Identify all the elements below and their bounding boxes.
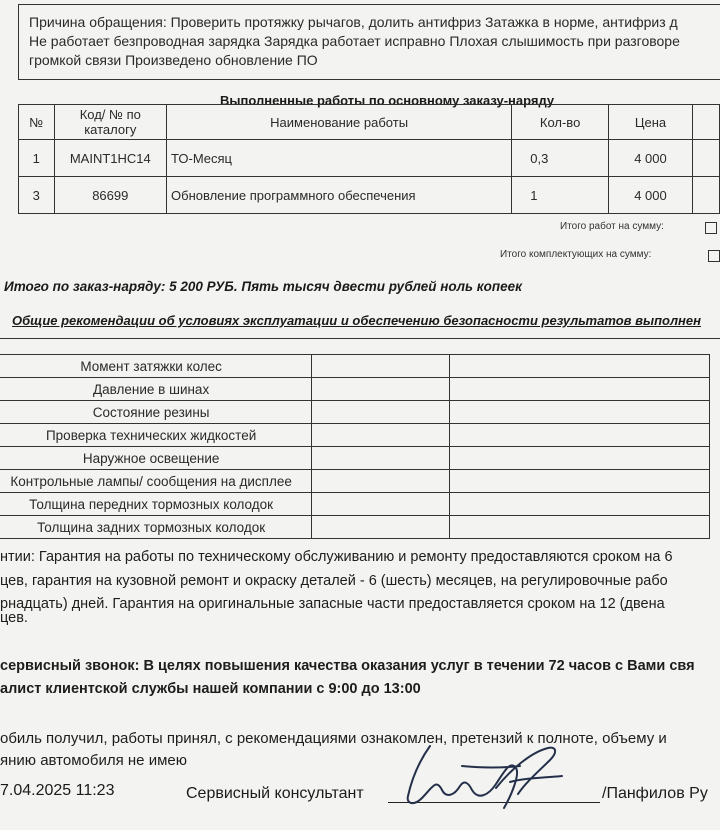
warranty-line: цев, гарантия на кузовной ремонт и окраску деталей - 6 (шесть) месяцев, на регулировочные рабо bbox=[0, 573, 668, 589]
check-label: Толщина передних тормозных колодок bbox=[0, 493, 312, 516]
row-price: 4 000 bbox=[608, 177, 692, 214]
total-parts-label: Итого комплектующих на сумму: bbox=[500, 249, 652, 260]
header-code: Код/ № по каталогу bbox=[54, 105, 166, 140]
table-row bbox=[19, 140, 720, 177]
check-label: Проверка технических жидкостей bbox=[0, 424, 312, 447]
row-num: 1 bbox=[19, 140, 55, 177]
check-label: Давление в шинах bbox=[0, 378, 312, 401]
row-name: ТО-Месяц bbox=[167, 140, 512, 177]
acceptance-line: обиль получил, работы принял, с рекомендациями ознакомлен, претензий к полноте, объему и bbox=[0, 730, 667, 747]
row-code: 86699 bbox=[54, 177, 166, 214]
check-row bbox=[0, 424, 710, 447]
check-note bbox=[449, 470, 709, 493]
reason-text bbox=[29, 13, 680, 70]
recommendations-title: Общие рекомендации об условиях эксплуатации и обеспечению безопасности результатов выполнен bbox=[12, 313, 701, 328]
works-header-row bbox=[19, 105, 720, 140]
check-row bbox=[0, 447, 710, 470]
check-note bbox=[449, 401, 709, 424]
row-name: Обновление программного обеспечения bbox=[167, 177, 512, 214]
warranty-line: цев. bbox=[0, 610, 28, 626]
acceptance-line: янию автомобиля не имею bbox=[0, 752, 187, 769]
header-extra bbox=[693, 105, 720, 140]
total-works-label: Итого работ на сумму: bbox=[560, 221, 664, 232]
divider bbox=[0, 338, 720, 339]
reason-line: громкой связи Произведено обновление ПО bbox=[29, 52, 318, 68]
recommendations-table bbox=[0, 354, 710, 539]
check-label: Состояние резины bbox=[0, 401, 312, 424]
check-row bbox=[0, 378, 710, 401]
row-qty: 0,3 bbox=[512, 140, 609, 177]
check-row bbox=[0, 493, 710, 516]
row-code: MAINT1HC14 bbox=[54, 140, 166, 177]
header-name: Наименование работы bbox=[167, 105, 512, 140]
total-parts-box bbox=[708, 250, 720, 262]
check-row bbox=[0, 516, 710, 539]
footer-role: Сервисный консультант bbox=[186, 785, 364, 802]
check-note bbox=[449, 447, 709, 470]
footer-name: /Панфилов Ру bbox=[602, 785, 708, 802]
check-label: Толщина задних тормозных колодок bbox=[0, 516, 312, 539]
check-label: Момент затяжки колес bbox=[0, 355, 312, 378]
check-value bbox=[312, 447, 449, 470]
header-qty: Кол-во bbox=[512, 105, 609, 140]
row-extra bbox=[693, 140, 720, 177]
order-total: Итого по заказ-наряду: 5 200 РУБ. Пять тысяч двести рублей ноль копеек bbox=[4, 279, 522, 294]
check-value bbox=[312, 470, 449, 493]
check-note bbox=[449, 355, 709, 378]
check-note bbox=[449, 516, 709, 539]
header-num: № bbox=[19, 105, 55, 140]
check-value bbox=[312, 378, 449, 401]
footer-date: 7.04.2025 11:23 bbox=[0, 782, 115, 799]
row-price: 4 000 bbox=[608, 140, 692, 177]
check-value bbox=[312, 424, 449, 447]
check-value bbox=[312, 401, 449, 424]
check-value bbox=[312, 355, 449, 378]
service-call-line: сервисный звонок: В целях повышения качества оказания услуг в течении 72 часов с Вами свя bbox=[0, 658, 695, 674]
reason-box bbox=[18, 4, 720, 80]
total-works-box bbox=[705, 222, 717, 234]
check-row bbox=[0, 355, 710, 378]
works-table bbox=[18, 104, 720, 214]
service-call-line: алист клиентской службы нашей компании с 9:00 до 13:00 bbox=[0, 681, 421, 697]
check-row bbox=[0, 401, 710, 424]
works-title: Выполненные работы по основному заказу-наряду bbox=[220, 93, 555, 108]
row-qty: 1 bbox=[512, 177, 609, 214]
check-note bbox=[449, 378, 709, 401]
warranty-line: нтии: Гарантия на работы по техническому обслуживанию и ремонту предоставляются сроком на 6 bbox=[0, 549, 673, 565]
reason-line: Причина обращения: Проверить протяжку рычагов, долить антифриз Затажка в норме, антифриз д bbox=[29, 14, 678, 30]
reason-line: Не работает безпроводная зарядка Зарядка работает исправно Плохая слышимость при разговоре bbox=[29, 33, 680, 49]
check-value bbox=[312, 493, 449, 516]
check-label: Контрольные лампы/ сообщения на дисплее bbox=[0, 470, 312, 493]
check-note bbox=[449, 493, 709, 516]
check-note bbox=[449, 424, 709, 447]
row-num: 3 bbox=[19, 177, 55, 214]
check-value bbox=[312, 516, 449, 539]
check-row bbox=[0, 470, 710, 493]
table-row bbox=[19, 177, 720, 214]
check-label: Наружное освещение bbox=[0, 447, 312, 470]
row-extra bbox=[693, 177, 720, 214]
header-price: Цена bbox=[608, 105, 692, 140]
warranty-line: рнадцать) дней. Гарантия на оригинальные запасные части предоставляется сроком на 12 (двена bbox=[0, 596, 665, 612]
signature-icon bbox=[392, 738, 588, 818]
